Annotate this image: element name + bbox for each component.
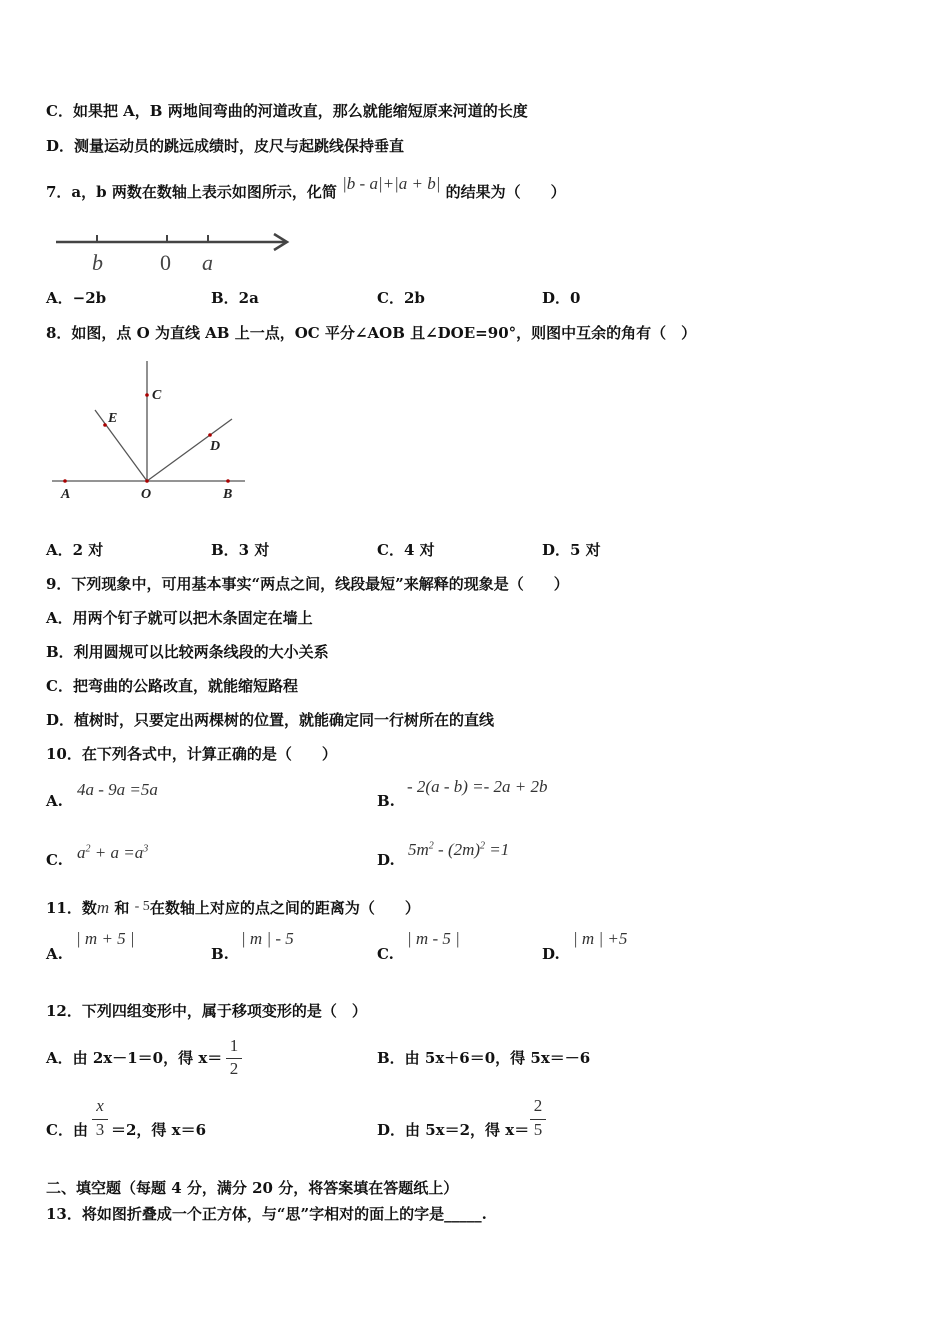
d-sup1: 2 xyxy=(428,840,434,852)
q12-d-denominator: 5 xyxy=(533,1120,543,1139)
q13-stem: 13．将如图折叠成一个正方体，与“思”字相对的面上的字是_____. xyxy=(46,1205,487,1223)
q12-c-denominator: 3 xyxy=(95,1120,105,1139)
q8-angle-figure xyxy=(40,355,260,515)
section2-heading: 二、填空题（每题 4 分，满分 20 分，将答案填在答题纸上） xyxy=(46,1179,459,1197)
q8-stem: 8．如图，点 O 为直线 AB 上一点，OC 平分∠AOB 且∠DOE=90°，则图中互余的角有（ ） xyxy=(46,324,697,342)
q11-expr-d: | m | +5 xyxy=(573,929,628,948)
label-d: D xyxy=(210,439,221,454)
q11-stem-a: 11．数 xyxy=(46,899,97,917)
q12-option-a: A．由 2x－1＝0，得 x＝ xyxy=(46,1049,223,1067)
q10-label-a: A. xyxy=(46,792,63,810)
q10-expr-c xyxy=(77,843,148,863)
q8-option-a: A．2 对 xyxy=(46,541,104,559)
q10-label-d: D. xyxy=(377,851,395,869)
axis-label-b: b xyxy=(92,250,103,275)
axis-label-a: a xyxy=(202,250,213,275)
q7-option-b: B．2a xyxy=(211,289,259,307)
point-e xyxy=(103,423,107,427)
q9-option-a: A．用两个钉子就可以把木条固定在墙上 xyxy=(46,609,313,627)
q11-label-b: B. xyxy=(211,945,229,963)
q9-option-b: B．利用圆规可以比较两条线段的大小关系 xyxy=(46,643,329,661)
q12-d-numerator: 2 xyxy=(533,1096,543,1115)
q11-expr-b: | m | - 5 xyxy=(241,929,294,948)
q11-label-d: D. xyxy=(542,945,560,963)
q10-label-b: B. xyxy=(377,792,395,810)
label-a: A xyxy=(61,487,71,502)
q12-option-d: D．由 5x＝2，得 x＝ xyxy=(377,1121,530,1139)
d-c: =1 xyxy=(485,840,510,859)
point-c xyxy=(145,393,149,397)
q10-stem: 10．在下列各式中，计算正确的是（ ） xyxy=(46,745,337,763)
q6-option-d: D．测量运动员的跳远成绩时，皮尺与起跳线保持垂直 xyxy=(46,137,405,155)
q7-option-d: D．0 xyxy=(542,289,581,307)
q9-stem: 9．下列现象中，可用基本事实“两点之间，线段最短”来解释的现象是（ ） xyxy=(46,575,569,593)
label-b: B xyxy=(223,487,233,502)
q11-expr-a: | m + 5 | xyxy=(76,929,135,948)
q12-option-c-lead: C．由 xyxy=(46,1121,88,1139)
q12-option-b: B．由 5x＋6＝0，得 5x＝－6 xyxy=(377,1049,591,1067)
q8-option-c: C．4 对 xyxy=(377,541,435,559)
q12-a-numerator: 1 xyxy=(229,1036,239,1055)
c-base: a xyxy=(77,843,86,862)
d-b: - (2m) xyxy=(433,840,481,859)
q9-option-d: D．植树时，只要定出两棵树的位置，就能确定同一行树所在的直线 xyxy=(46,711,495,729)
label-e: E xyxy=(108,411,118,426)
q11-var-m: m xyxy=(96,898,110,917)
label-o: O xyxy=(141,487,152,502)
q11-label-c: C. xyxy=(377,945,394,963)
q10-label-c: C. xyxy=(46,851,63,869)
q7-number-line xyxy=(50,228,300,278)
q12-c-numerator: x xyxy=(96,1096,104,1115)
c-sup2: 3 xyxy=(143,843,149,855)
point-o xyxy=(145,479,149,483)
q12-stem: 12．下列四组变形中，属于移项变形的是（ ） xyxy=(46,1002,367,1020)
q8-option-b: B．3 对 xyxy=(211,541,270,559)
q7-stem xyxy=(46,174,566,202)
point-a xyxy=(63,479,67,483)
q9-option-c: C．把弯曲的公路改直，就能缩短路程 xyxy=(46,677,298,695)
label-c: C xyxy=(152,388,162,403)
q10-expr-a: 4a - 9a =5a xyxy=(77,780,158,799)
q12-option-c-rest: ＝2，得 x＝6 xyxy=(111,1121,207,1139)
point-d xyxy=(208,433,212,437)
point-b xyxy=(226,479,230,483)
ray-oe xyxy=(95,410,147,481)
d-a: 5m xyxy=(408,840,429,859)
q11-label-a: A. xyxy=(46,945,63,963)
d-sup2: 2 xyxy=(480,840,486,852)
c-sup1: 2 xyxy=(85,843,91,855)
q11-expr-c: | m - 5 | xyxy=(407,929,460,948)
q8-option-d: D．5 对 xyxy=(542,541,601,559)
q7-option-c: C．2b xyxy=(377,289,425,307)
q6-option-c: C．如果把 A，B 两地间弯曲的河道改直，那么就能缩短原来河道的长度 xyxy=(46,102,528,120)
q12-a-denominator: 2 xyxy=(229,1059,239,1078)
q11-stem-b: 和 xyxy=(114,899,130,917)
q11-neg5: - 5 xyxy=(134,899,150,914)
q7-formula: |b - a|+|a + b| xyxy=(342,174,441,193)
q11-stem xyxy=(46,898,420,920)
c-mid: + a =a xyxy=(90,843,144,862)
q7-option-a: A．−2b xyxy=(46,289,107,307)
q10-expr-b: - 2(a - b) =- 2a + 2b xyxy=(407,777,548,796)
q7-stem-tail: 的结果为（ ） xyxy=(445,183,566,201)
q10-expr-d xyxy=(408,840,509,860)
q11-stem-c: 在数轴上对应的点之间的距离为（ ） xyxy=(149,899,420,917)
q7-stem-lead: 7．a，b 两数在数轴上表示如图所示，化简 xyxy=(46,183,337,201)
axis-label-0: 0 xyxy=(160,250,171,275)
